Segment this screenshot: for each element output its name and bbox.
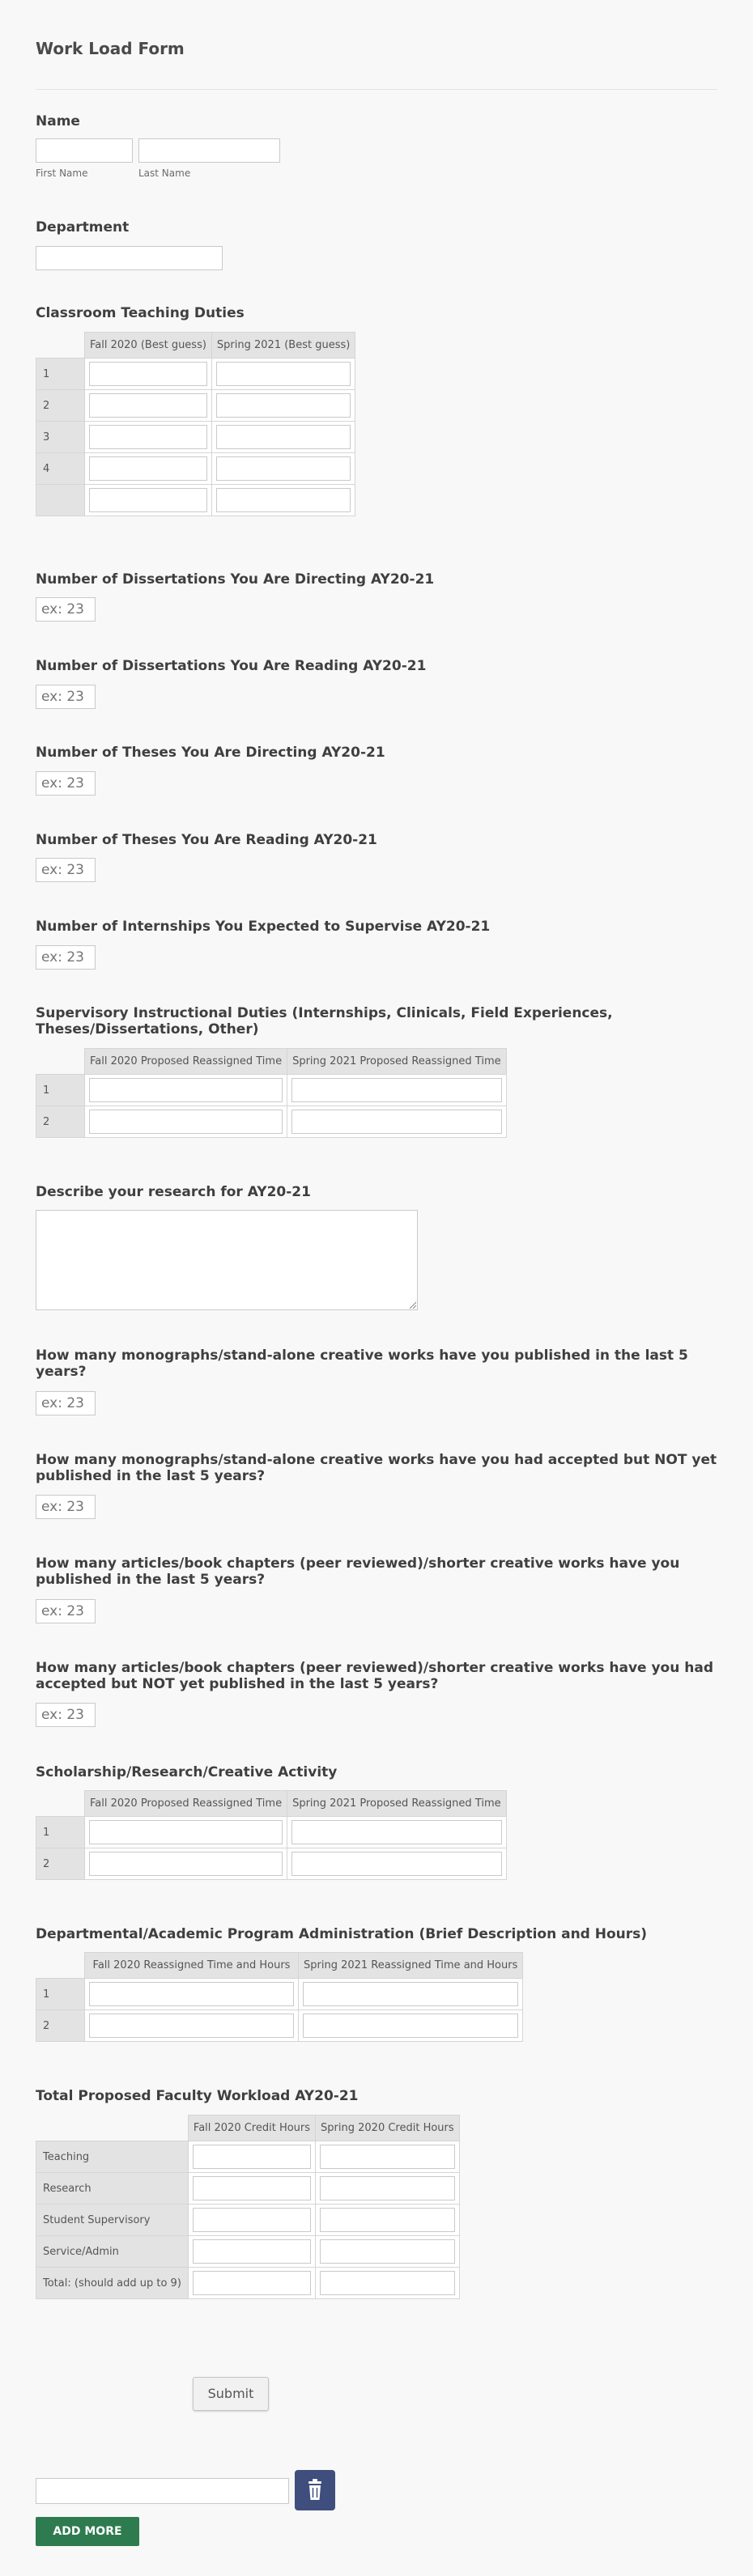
table-cell <box>188 2268 315 2299</box>
table-cell <box>316 2173 460 2205</box>
cell-input[interactable] <box>216 362 351 386</box>
theses-reading-input[interactable] <box>36 858 96 882</box>
add-more-input[interactable] <box>36 2478 289 2504</box>
first-name-input[interactable] <box>36 138 133 163</box>
table-row <box>36 1817 507 1848</box>
total-label: Total Proposed Faculty Workload AY20-21 <box>36 2088 359 2104</box>
table-row <box>36 2268 460 2299</box>
column-header: Spring 2021 (Best guess) <box>211 333 355 359</box>
table-cell <box>188 2173 315 2205</box>
column-header: Fall 2020 Proposed Reassigned Time <box>85 1049 287 1075</box>
row-header: 2 <box>36 390 85 422</box>
department-label: Department <box>36 219 130 236</box>
diss-reading-input[interactable] <box>36 685 96 709</box>
classroom-table <box>36 332 355 516</box>
form-title: Work Load Form <box>36 39 185 58</box>
table-cell <box>85 359 212 390</box>
cell-input[interactable] <box>320 2208 455 2232</box>
table-corner <box>36 1049 85 1075</box>
admin-label: Departmental/Academic Program Administration (Brief Description and Hours) <box>36 1926 648 1942</box>
cell-input[interactable] <box>320 2239 455 2264</box>
table-row <box>36 359 355 390</box>
table-cell <box>316 2268 460 2299</box>
total-table <box>36 2115 460 2299</box>
diss-directing-input[interactable] <box>36 597 96 622</box>
table-cell <box>211 485 355 516</box>
column-header: Fall 2020 (Best guess) <box>85 333 212 359</box>
articles-accepted-label: How many articles/book chapters (peer reviewed)/shorter creative works have you had accepted but NOT yet published in the last 5 years? <box>36 1660 714 1692</box>
cell-input[interactable] <box>193 2208 311 2232</box>
title-divider <box>36 89 717 90</box>
column-header: Fall 2020 Proposed Reassigned Time <box>85 1791 287 1817</box>
table-row <box>36 1075 507 1106</box>
cell-input[interactable] <box>291 1110 502 1134</box>
scholarship-label: Scholarship/Research/Creative Activity <box>36 1764 338 1780</box>
articles-accepted-input[interactable] <box>36 1703 96 1727</box>
cell-input[interactable] <box>303 1982 518 2006</box>
delete-button[interactable] <box>295 2470 335 2510</box>
theses-reading-label: Number of Theses You Are Reading AY20-21 <box>36 832 377 848</box>
monographs-published-label: How many monographs/stand-alone creative works have you published in the last 5 years? <box>36 1347 688 1380</box>
table-cell <box>287 1106 507 1138</box>
table-cell <box>85 453 212 485</box>
table-row <box>36 1979 523 2010</box>
row-header: 1 <box>36 1979 85 2010</box>
cell-input[interactable] <box>193 2239 311 2264</box>
table-cell <box>85 485 212 516</box>
cell-input[interactable] <box>89 425 207 449</box>
row-header: Service/Admin <box>36 2236 189 2268</box>
cell-input[interactable] <box>320 2145 455 2169</box>
table-cell <box>287 1817 507 1848</box>
add-more-button[interactable]: ADD MORE <box>36 2517 139 2546</box>
row-header: 2 <box>36 2010 85 2042</box>
cell-input[interactable] <box>216 425 351 449</box>
table-cell <box>85 2010 299 2042</box>
table-row <box>36 2010 523 2042</box>
scholarship-table <box>36 1790 507 1880</box>
row-header: 2 <box>36 1106 85 1138</box>
row-header: Student Supervisory <box>36 2205 189 2236</box>
cell-input[interactable] <box>89 1852 283 1876</box>
row-header: 1 <box>36 1075 85 1106</box>
table-cell <box>85 1979 299 2010</box>
table-row <box>36 1848 507 1880</box>
admin-table <box>36 1952 523 2042</box>
monographs-accepted-label: How many monographs/stand-alone creative works have you had accepted but NOT yet published in the last 5 years? <box>36 1452 717 1484</box>
table-cell <box>287 1848 507 1880</box>
resize-handle-icon[interactable] <box>408 1301 416 1309</box>
name-label: Name <box>36 113 80 129</box>
table-cell <box>85 1075 287 1106</box>
cell-input[interactable] <box>89 1078 283 1102</box>
table-cell <box>316 2141 460 2173</box>
theses-directing-label: Number of Theses You Are Directing AY20-21 <box>36 745 385 761</box>
cell-input[interactable] <box>89 1820 283 1844</box>
cell-input[interactable] <box>291 1078 502 1102</box>
table-cell <box>85 1848 287 1880</box>
table-cell <box>188 2141 315 2173</box>
table-row <box>36 2236 460 2268</box>
cell-input[interactable] <box>89 1982 294 2006</box>
row-header: 4 <box>36 453 85 485</box>
diss-directing-label: Number of Dissertations You Are Directing AY20-21 <box>36 571 435 588</box>
cell-input[interactable] <box>216 456 351 481</box>
table-row <box>36 390 355 422</box>
table-cell <box>188 2205 315 2236</box>
table-cell <box>316 2236 460 2268</box>
research-desc-label: Describe your research for AY20-21 <box>36 1184 311 1200</box>
column-header: Spring 2021 Reassigned Time and Hours <box>299 1953 523 1979</box>
cell-input[interactable] <box>320 2176 455 2200</box>
row-header: 1 <box>36 359 85 390</box>
internships-input[interactable] <box>36 945 96 970</box>
table-cell <box>211 390 355 422</box>
row-header: Teaching <box>36 2141 189 2173</box>
internships-label: Number of Internships You Expected to Supervise AY20-21 <box>36 919 491 935</box>
table-cell <box>85 390 212 422</box>
submit-button[interactable]: Submit <box>193 2377 269 2411</box>
table-cell <box>211 453 355 485</box>
cell-input[interactable] <box>193 2145 311 2169</box>
row-header <box>36 485 85 516</box>
department-input[interactable] <box>36 246 223 270</box>
cell-input[interactable] <box>216 393 351 418</box>
table-corner <box>36 333 85 359</box>
table-cell <box>299 2010 523 2042</box>
column-header: Spring 2020 Credit Hours <box>316 2116 460 2141</box>
row-header: Total: (should add up to 9) <box>36 2268 189 2299</box>
column-header: Spring 2021 Proposed Reassigned Time <box>287 1049 507 1075</box>
table-cell <box>188 2236 315 2268</box>
table-corner <box>36 1953 85 1979</box>
cell-input[interactable] <box>216 488 351 512</box>
cell-input[interactable] <box>291 1852 502 1876</box>
table-row <box>36 2141 460 2173</box>
cell-input[interactable] <box>89 362 207 386</box>
table-row <box>36 1106 507 1138</box>
articles-published-input[interactable] <box>36 1599 96 1623</box>
table-row <box>36 2173 460 2205</box>
row-header: 3 <box>36 422 85 453</box>
table-row <box>36 453 355 485</box>
trash-icon <box>295 2470 335 2510</box>
table-cell <box>287 1075 507 1106</box>
table-cell <box>211 422 355 453</box>
column-header: Spring 2021 Proposed Reassigned Time <box>287 1791 507 1817</box>
first-name-sublabel: First Name <box>36 168 88 179</box>
monographs-accepted-input[interactable] <box>36 1495 96 1519</box>
last-name-sublabel: Last Name <box>138 168 191 179</box>
articles-published-label: How many articles/book chapters (peer reviewed)/shorter creative works have you published in the last 5 years? <box>36 1555 680 1588</box>
cell-input[interactable] <box>320 2271 455 2295</box>
cell-input[interactable] <box>89 488 207 512</box>
column-header: Fall 2020 Reassigned Time and Hours <box>85 1953 299 1979</box>
table-cell <box>316 2205 460 2236</box>
cell-input[interactable] <box>193 2176 311 2200</box>
cell-input[interactable] <box>89 2014 294 2038</box>
classroom-label: Classroom Teaching Duties <box>36 305 245 321</box>
research-desc-textarea[interactable] <box>36 1210 418 1310</box>
cell-input[interactable] <box>89 1110 283 1134</box>
table-cell <box>85 422 212 453</box>
supervisory-table <box>36 1048 507 1138</box>
cell-input[interactable] <box>193 2271 311 2295</box>
cell-input[interactable] <box>303 2014 518 2038</box>
table-row <box>36 422 355 453</box>
table-row <box>36 485 355 516</box>
last-name-input[interactable] <box>138 138 280 163</box>
cell-input[interactable] <box>291 1820 502 1844</box>
column-header: Fall 2020 Credit Hours <box>188 2116 315 2141</box>
table-cell <box>85 1817 287 1848</box>
table-corner <box>36 2116 189 2141</box>
theses-directing-input[interactable] <box>36 771 96 796</box>
row-header: 2 <box>36 1848 85 1880</box>
diss-reading-label: Number of Dissertations You Are Reading AY20-21 <box>36 658 427 674</box>
table-row <box>36 2205 460 2236</box>
table-corner <box>36 1791 85 1817</box>
supervisory-label: Supervisory Instructional Duties (Internships, Clinicals, Field Experiences, Theses/Dissertations, Other) <box>36 1005 613 1038</box>
row-header: 1 <box>36 1817 85 1848</box>
table-cell <box>211 359 355 390</box>
cell-input[interactable] <box>89 456 207 481</box>
monographs-published-input[interactable] <box>36 1391 96 1415</box>
cell-input[interactable] <box>89 393 207 418</box>
table-cell <box>299 1979 523 2010</box>
row-header: Research <box>36 2173 189 2205</box>
table-cell <box>85 1106 287 1138</box>
